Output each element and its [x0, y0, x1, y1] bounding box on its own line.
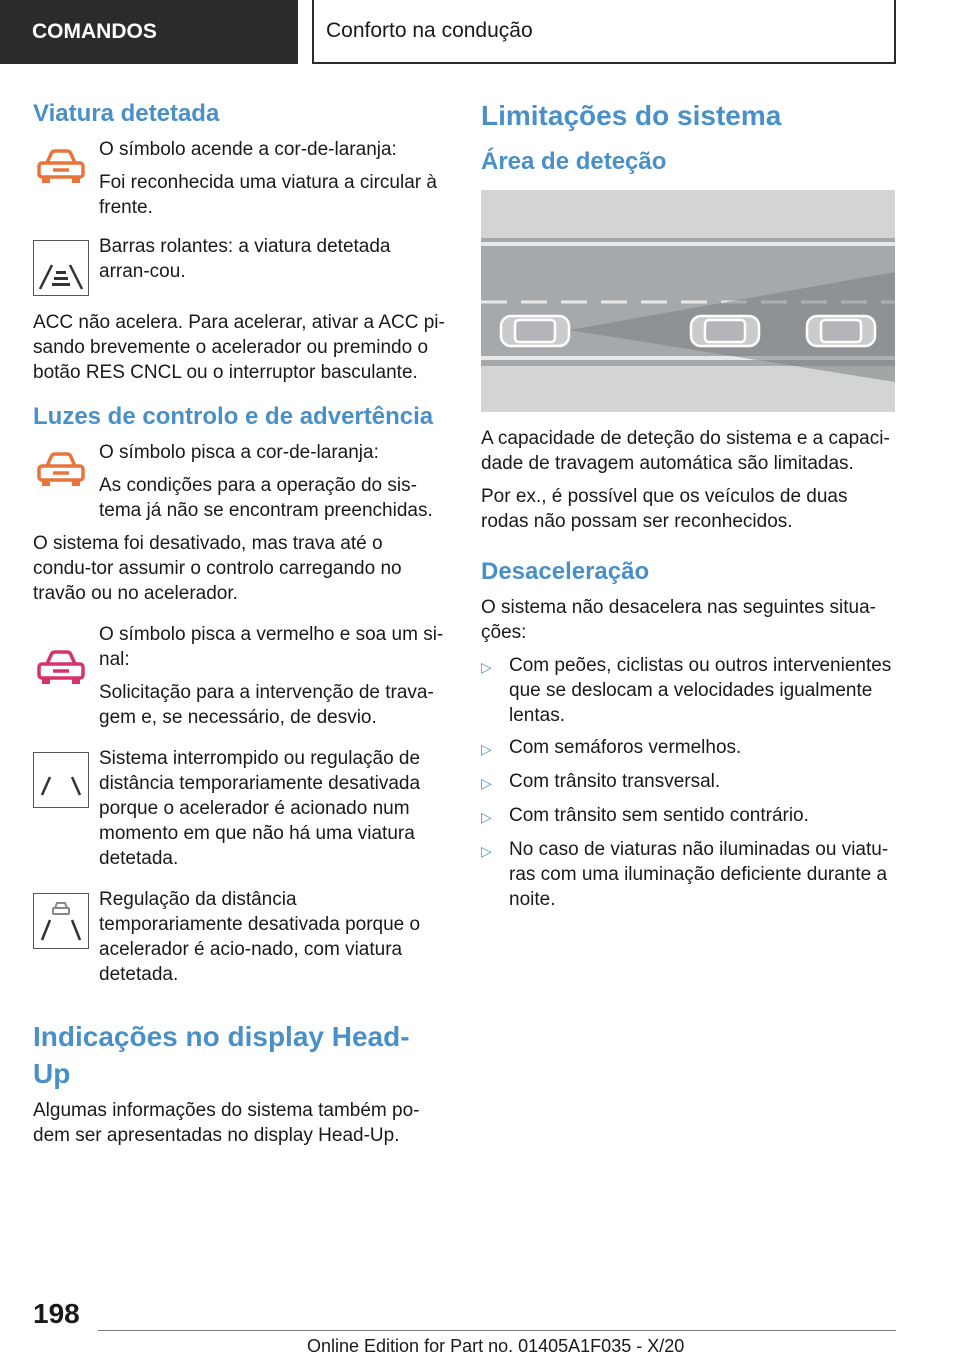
text: As condições para a operação do sis-tema já não se encontram preenchidas.	[99, 475, 433, 522]
footer-divider	[98, 1330, 896, 1331]
heading-detection-area: Área de deteção	[481, 148, 667, 176]
text: A capacidade de deteção do sistema e a capaci-dade de travagem automática são limitadas.	[481, 427, 890, 474]
section-label: COMANDOS	[32, 20, 157, 43]
text: Barras rolantes: a viatura detetada arran-cou.	[99, 236, 391, 283]
heading-system-limits: Limitações do sistema	[481, 100, 782, 131]
text: ACC não acelera. Para acelerar, ativar a ACC pi-sando brevemente o acelerador ou premindo o botão RES CNCL ou o interruptor basculante.	[33, 312, 445, 384]
heading-deceleration: Desaceleração	[481, 557, 650, 585]
car-red-icon	[33, 644, 89, 700]
text: Sistema interrompido ou regulação de distância temporariamente desativada porque o acelerador é acionado num momento em que não há uma viatura detetada.	[99, 748, 421, 870]
car-orange-icon	[33, 143, 89, 199]
rolling-bars-icon	[33, 240, 89, 296]
indicator-orange-car	[33, 137, 445, 220]
bullet-marker-icon: ▷	[481, 774, 492, 791]
text: Foi reconhecida uma viatura a circular à frente.	[99, 172, 437, 219]
indicator-interrupted	[33, 746, 445, 871]
indicator-rolling-bars	[33, 234, 445, 296]
bullet-marker-icon: ▷	[481, 658, 492, 675]
road-lines-icon	[33, 752, 89, 808]
text: Solicitação para a intervenção de trava-gem e, se necessário, de desvio.	[99, 682, 434, 729]
section-tab	[0, 0, 298, 64]
left-column	[33, 98, 445, 1156]
indicator-red-car	[33, 622, 445, 730]
text: O sistema foi desativado, mas trava até o condu-tor assumir o controlo carregando no travão ou no acelerador.	[33, 533, 402, 605]
list-item: ▷ Com peões, ciclistas ou outros intervenientes que se deslocam a velocidades igualmente lentas.	[481, 654, 892, 726]
detection-area-illustration	[481, 190, 895, 412]
car-orange-icon	[33, 446, 89, 502]
heading-warning-lights: Luzes de controlo e de advertência	[33, 403, 434, 431]
bullet-marker-icon: ▷	[481, 842, 492, 859]
footer-edition: Online Edition for Part no. 01405A1F035 - X/20	[307, 1336, 685, 1356]
road-car-icon	[33, 893, 89, 949]
indicator-orange-car-flash	[33, 440, 445, 523]
chapter-tab	[312, 0, 896, 64]
list-item: ▷ Com trânsito sem sentido contrário.	[481, 803, 895, 830]
list-item: ▷ Com trânsito transversal.	[481, 769, 895, 796]
heading-head-up: Indicações no display Head-Up	[33, 1021, 410, 1089]
text: Algumas informações do sistema também po-dem ser apresentadas no display Head-Up.	[33, 1100, 420, 1147]
chapter-label: Conforto na condução	[326, 19, 533, 42]
text: O símbolo acende a cor-de-laranja:	[99, 139, 397, 161]
indicator-deactivated-with-vehicle	[33, 887, 445, 987]
text: O símbolo pisca a cor-de-laranja:	[99, 442, 379, 464]
text: Regulação da distância temporariamente desativada porque o acelerador é acio-nado, com viatura detetada.	[99, 889, 421, 986]
bullet-marker-icon: ▷	[481, 740, 492, 757]
text: O sistema não desacelera nas seguintes situa-ções:	[481, 596, 876, 643]
list-item: ▷ No caso de viaturas não iluminadas ou viatu-ras com uma iluminação deficiente durante a noite.	[481, 838, 889, 910]
right-column	[481, 98, 895, 919]
bullet-marker-icon: ▷	[481, 808, 492, 825]
page-number: 198	[33, 1298, 80, 1329]
bullet-list	[481, 653, 895, 912]
car-rear	[501, 316, 569, 346]
heading-vehicle-detected: Viatura detetada	[33, 100, 220, 127]
text: Por ex., é possível que os veículos de duas rodas não possam ser reconhecidos.	[481, 485, 848, 532]
text: O símbolo pisca a vermelho e soa um si-nal:	[99, 624, 444, 671]
list-item: ▷ Com semáforos vermelhos.	[481, 735, 895, 762]
